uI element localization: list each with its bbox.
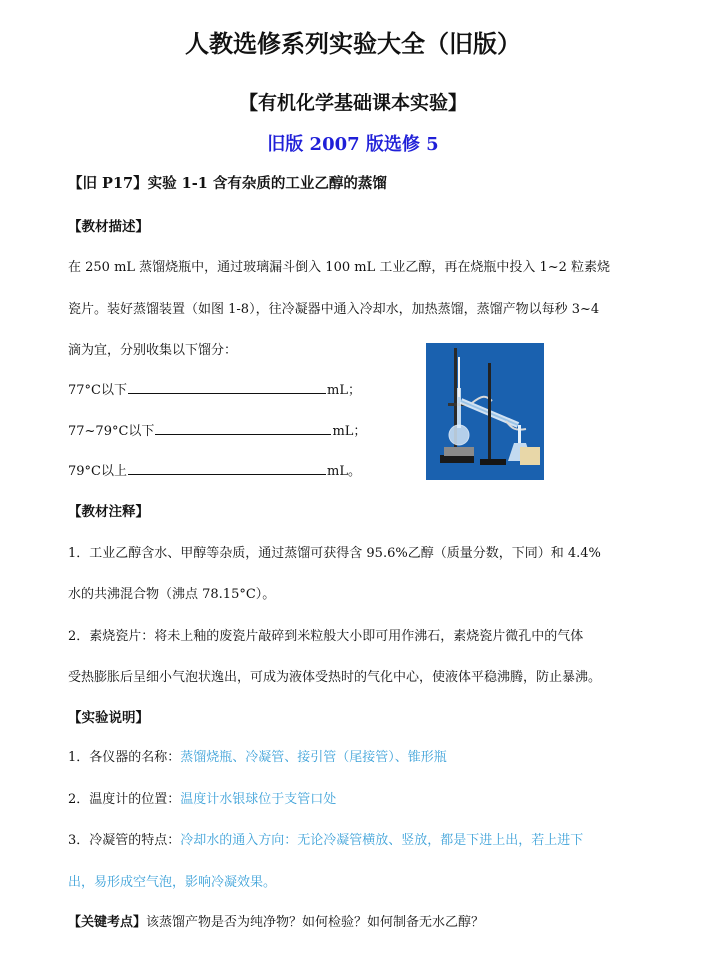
fraction-row [68,420,366,439]
explanation-item [68,788,336,807]
section-title: 【有机化学基础课本实验】 [238,92,467,114]
explanation-item [68,746,447,765]
explanation-item [68,829,583,848]
edition-subtitle: 旧版 2007 版选修 5 [267,134,439,155]
fraction-unit: mL； [327,383,361,398]
explanation-heading: 【实验说明】 [68,710,149,726]
description-line: 滴为宜，分别收集以下馏分： [68,343,238,358]
answer-blank [128,462,326,475]
key-point [68,911,484,930]
notes-line: 2．素烧瓷片：将未上釉的废瓷片敲碎到米粒般大小即可用作沸石，素烧瓷片微孔中的气体 [68,629,584,644]
fraction-label: 77°C以下 [68,383,127,398]
description-line: 瓷片。装好蒸馏装置（如图 1-8），往冷凝器中通入冷却水，加热蒸馏，蒸馏产物以每秒 3~4 [68,302,600,317]
description-heading: 【教材描述】 [68,219,149,235]
item-label: 2．温度计的位置： [68,792,181,807]
item-answer: 温度计水银球位于支管口处 [180,792,337,807]
experiment-title: 【旧 P17】实验 1-1 含有杂质的工业乙醇的蒸馏 [68,175,387,192]
notes-line: 水的共沸混合物（沸点 78.15°C）。 [68,587,276,602]
item-label: 3．冷凝管的特点： [68,833,181,848]
notes-line: 受热膨胀后呈细小气泡状逸出，可成为液体受热时的气化中心，使液体平稳沸腾，防止暴沸。 [68,670,602,685]
key-point-text: 该蒸馏产物是否为纯净物？如何检验？如何制备无水乙醇？ [146,915,485,930]
item-answer: 蒸馏烧瓶、冷凝管、接引管（尾接管）、锥形瓶 [180,750,447,765]
distillation-apparatus-image [426,343,544,480]
item-answer: 冷却水的通入方向：无论冷凝管横放、竖放，都是下进上出，若上进下 [180,833,584,848]
fraction-row [68,460,361,479]
notes-heading: 【教材注释】 [68,504,149,520]
fraction-label: 79°C以上 [68,464,127,479]
fraction-row [68,379,361,398]
item-label: 1．各仪器的名称： [68,750,181,765]
fraction-unit: mL。 [327,464,361,479]
notes-line: 1．工业乙醇含水、甲醇等杂质，通过蒸馏可获得含 95.6%乙醇（质量分数，下同）和 4.4% [68,546,601,561]
answer-blank [128,381,326,394]
description-line: 在 250 mL 蒸馏烧瓶中，通过玻璃漏斗倒入 100 mL 工业乙醇，再在烧瓶中投入 1~2 粒素烧 [68,260,611,275]
bottom-fade-overlay [300,930,706,969]
fraction-label: 77~79°C以下 [68,424,155,439]
key-point-heading: 【关键考点】 [68,915,147,930]
explanation-continuation: 出，易形成空气泡，影响冷凝效果。 [68,875,277,890]
fraction-unit: mL； [332,424,367,439]
main-title: 人教选修系列实验大全（旧版） [185,29,521,58]
answer-blank [155,422,331,435]
